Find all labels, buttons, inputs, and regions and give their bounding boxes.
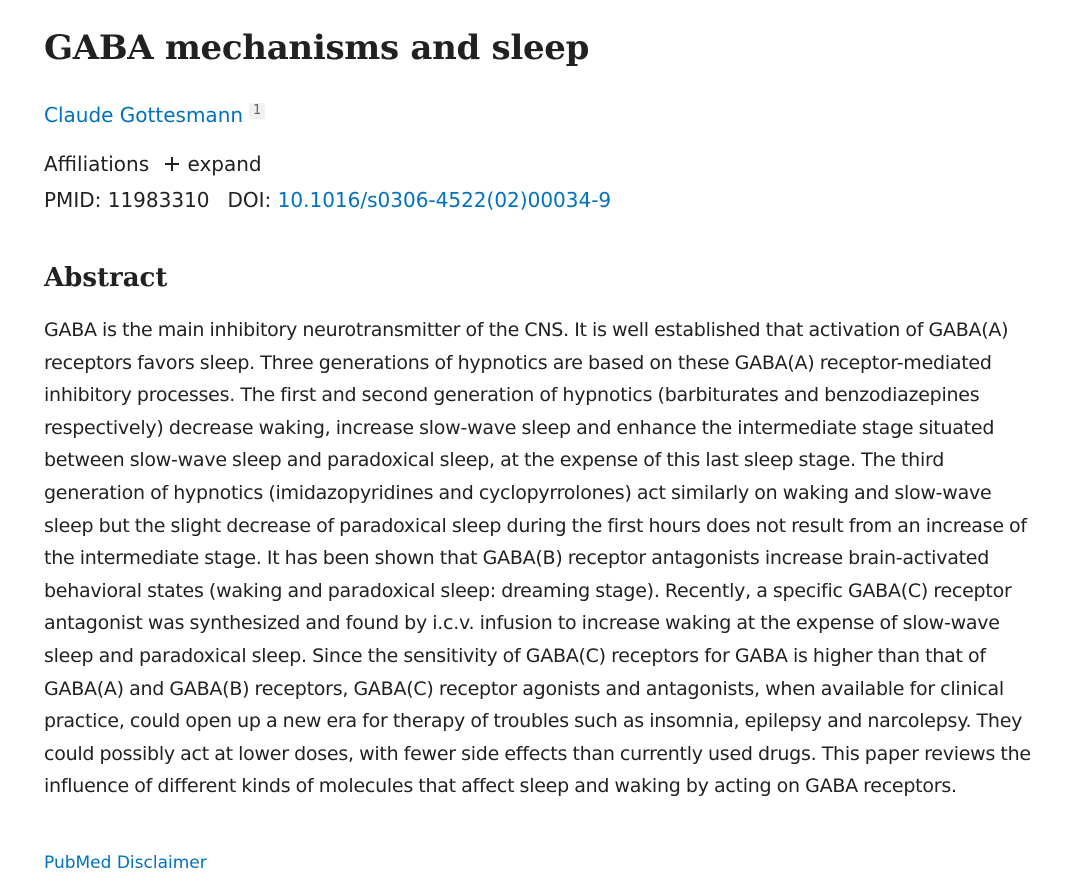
expand-affiliations-button[interactable] (165, 150, 261, 178)
abstract-text: GABA is the main inhibitory neurotransmitter of the CNS. It is well established that activation of GABA(A) receptors favors sleep. Three generations of hypnotics are based on these GABA(A) receptor-mediated inhibitory processes. The first and second generation of hypnotics (barbiturates and benzodiazepines respectively) decrease waking, increase slow-wave sleep and enhance the intermediate stage situated between slow-wave sleep and paradoxical sleep, at the expense of this last sleep stage. The third generation of hypnotics (imidazopyridines and cyclopyrrolones) act similarly on waking and slow-wave sleep but the slight decrease of paradoxical sleep during the first hours does not result from an increase of the intermediate stage. It has been shown that GABA(B) receptor antagonists increase brain-activated behavioral states (waking and paradoxical sleep: dreaming stage). Recently, a specific GABA(C) receptor antagonist was synthesized and found by i.c.v. infusion to increase waking at the expense of slow-wave sleep and paradoxical sleep. Since the sensitivity of GABA(C) receptors for GABA is higher than that of GABA(A) and GABA(B) receptors, GABA(C) receptor agonists and antagonists, when available for clinical practice, could open up a new era for therapy of troubles such as insomnia, epilepsy and narcolepsy. They could possibly act at lower doses, with fewer side effects than currently used drugs. This paper reviews the influence of different kinds of molecules that affect sleep and waking by acting on GABA receptors. (44, 319, 1031, 798)
author-link[interactable]: Claude Gottesmann (44, 103, 244, 127)
pmid-value: 11983310 (107, 188, 210, 212)
abstract-heading: Abstract (44, 263, 168, 293)
affiliations-row (44, 150, 262, 178)
article-identifiers (44, 186, 611, 214)
authors-list (44, 101, 265, 129)
doi-link[interactable]: 10.1016/s0306-4522(02)00034-9 (277, 188, 612, 212)
pubmed-disclaimer-link[interactable]: PubMed Disclaimer (44, 853, 207, 873)
pmid-label: PMID: (44, 188, 102, 212)
plus-icon (165, 157, 179, 171)
affiliations-label: Affiliations (44, 152, 150, 176)
affiliation-ref-badge[interactable]: 1 (249, 103, 265, 119)
article-title: GABA mechanisms and sleep (44, 28, 590, 68)
expand-label: expand (187, 152, 262, 176)
doi-label: DOI: (227, 188, 272, 212)
